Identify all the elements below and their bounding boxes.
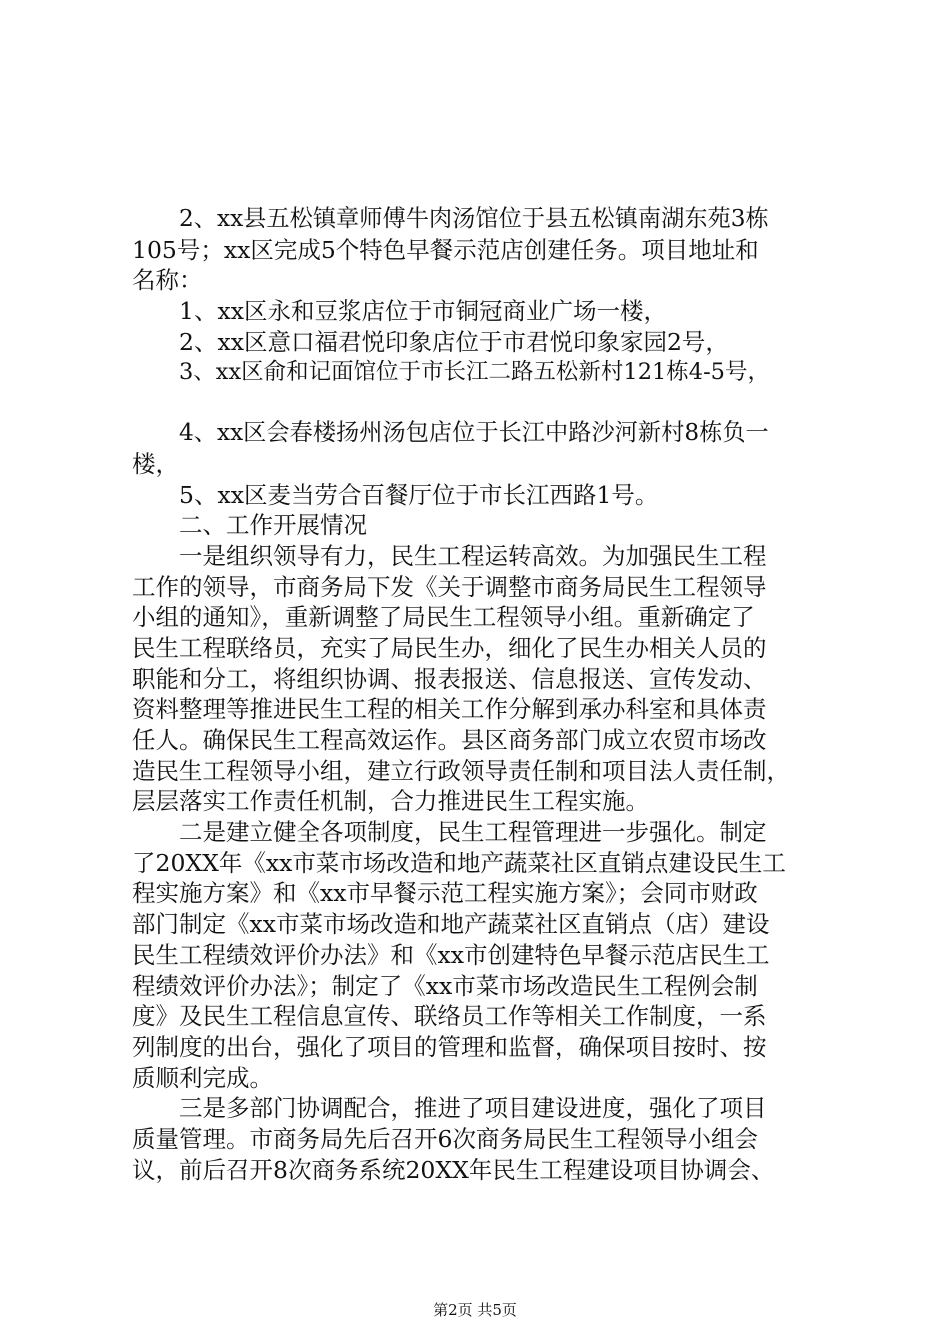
body-line: 质量管理。市商务局先后召开6次商务局民生工程领导小组会 [132,1124,758,1153]
body-line: 层层落实工作责任机制，合力推进民生工程实施。 [132,787,649,816]
body-line: 三是多部门协调配合，推进了项目建设进度，强化了项目 [179,1094,767,1123]
body-line: 工作的领导，市商务局下发《关于调整市商务局民生工程领导 [132,572,767,601]
body-line: 造民生工程领导小组，建立行政领导责任制和项目法人责任制， [132,756,790,785]
body-line: 楼， [132,449,179,478]
body-line: 民生工程绩效评价办法》和《xx市创建特色早餐示范店民生工 [132,940,770,969]
body-line: 小组的通知》，重新调整了局民生工程领导小组。重新确定了 [132,603,755,632]
body-line: 1、xx区永和豆浆店位于市铜冠商业广场一楼， [179,297,667,326]
body-line: 了20XX年《xx市菜市场改造和地产蔬菜社区直销点建设民生工 [132,848,786,877]
body-line: 一是组织领导有力，民生工程运转高效。为加强民生工程 [179,541,767,570]
body-line: 5、xx区麦当劳合百餐厅位于市长江西路1号。 [179,480,659,509]
document-body [132,204,832,1185]
body-line: 任人。确保民生工程高效运作。县区商务部门成立农贸市场改 [132,726,767,754]
section-heading: 二、工作开展情况 [179,511,367,540]
body-line: 二是建立健全各项制度，民生工程管理进一步强化。制定 [179,818,767,847]
body-line: 议，前后召开8次商务系统20XX年民生工程建设项目协调会、 [132,1155,775,1184]
body-line: 名称： [132,266,203,295]
body-line: 民生工程联络员，充实了局民生办，细化了民生办相关人员的 [132,633,767,662]
body-line: 程绩效评价办法》；制定了《xx市菜市场改造民生工程例会制 [132,971,758,1000]
body-line: 4、xx区会春楼扬州汤包店位于长江中路沙河新村8栋负一 [179,419,769,447]
body-line: 部门制定《xx市菜市场改造和地产蔬菜社区直销点（店）建设 [132,910,770,939]
page-number-footer: 第2页 共5页 [433,1301,517,1319]
body-line: 度》及民生工程信息宣传、联络员工作等相关工作制度，一系 [132,1002,767,1031]
body-line: 2、xx区意口福君悦印象店位于市君悦印象家园2号， [179,327,729,356]
paragraph-gap [132,388,832,418]
body-line: 质顺利完成。 [132,1063,273,1092]
body-line: 105号；xx区完成5个特色早餐示范店创建任务。项目地址和 [132,235,759,264]
body-line: 资料整理等推进民生工程的相关工作分解到承办科室和具体责 [132,695,767,724]
body-line: 2、xx县五松镇章师傅牛肉汤馆位于县五松镇南湖东苑3栋 [179,205,769,232]
body-line: 程实施方案》和《xx市早餐示范工程实施方案》；会同市财政 [132,879,758,908]
body-line: 职能和分工，将组织协调、报表报送、信息报送、宣传发动、 [132,664,767,693]
body-line: 列制度的出台，强化了项目的管理和监督，确保项目按时、按 [132,1032,767,1061]
body-line: 3、xx区俞和记面馆位于市长江二路五松新村121栋4-5号， [179,359,770,386]
